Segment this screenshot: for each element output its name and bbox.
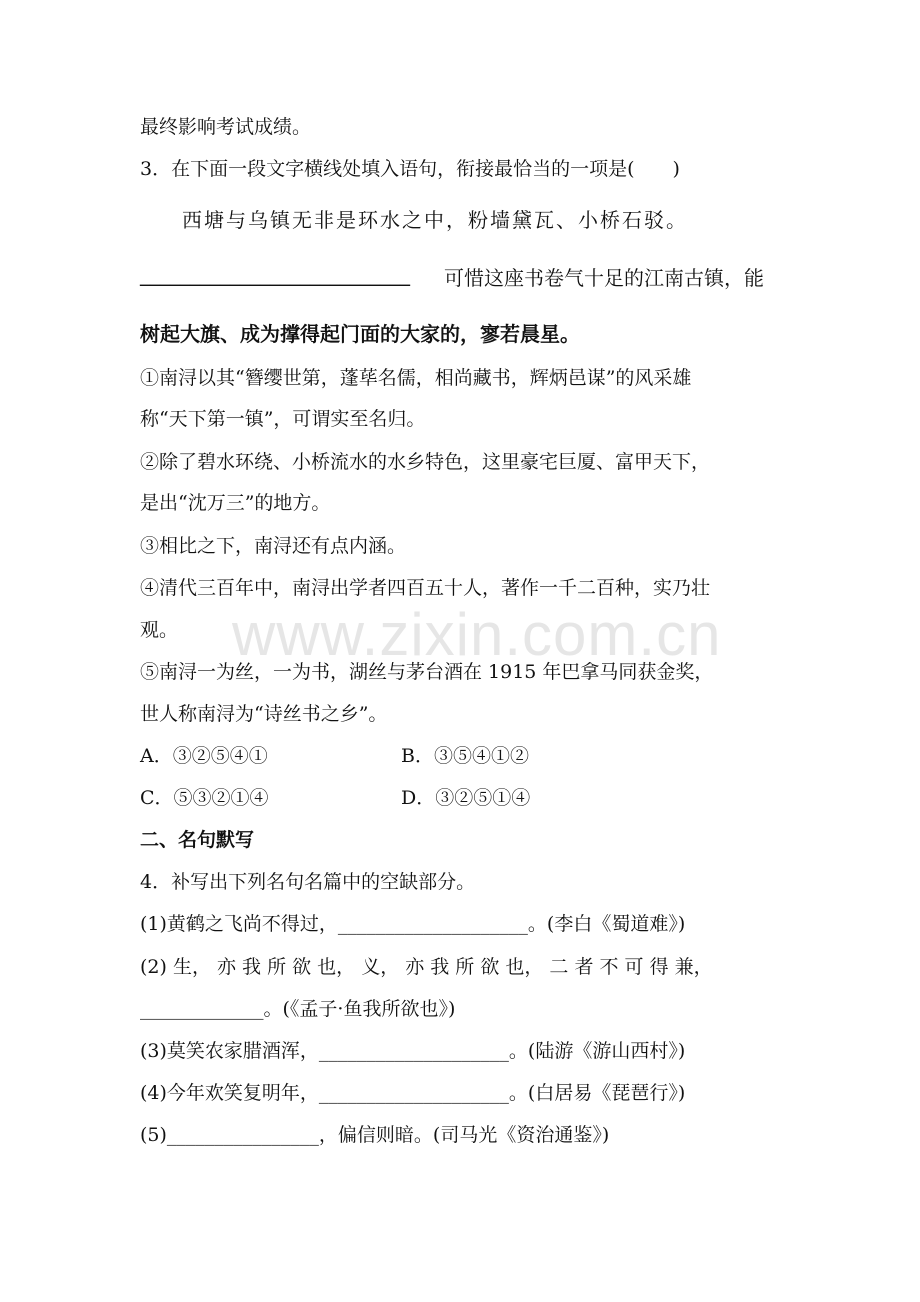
option-5-line-2: 世人称南浔为“诗丝书之乡”。 — [140, 703, 388, 725]
option-1-line-2: 称“天下第一镇”，可谓实至名归。 — [140, 408, 426, 430]
option-4-line-1: ④清代三百年中，南浔出学者四百五十人，著作一千二百种，实乃壮 — [140, 577, 711, 599]
passage-line-1: 西塘与乌镇无非是环水之中，粉墙黛瓦、小桥石驳。 — [182, 208, 688, 232]
option-4-line-2: 观。 — [140, 619, 179, 641]
question-3: 3．在下面一段文字横线处填入语句，衔接最恰当的一项是( ) — [140, 158, 680, 180]
passage-line-3: 树起大旗、成为撑得起门面的大家的，寥若晨星。 — [140, 322, 580, 346]
answer-c: C．⑤③②①④ — [140, 787, 269, 809]
watermark: www.zixin.com.cn — [232, 601, 722, 668]
option-5-line-1: ⑤南浔一为丝，一为书，湖丝与茅台酒在 1915 年巴拿马同获金奖， — [140, 661, 714, 683]
question-4: 4．补写出下列名句名篇中的空缺部分。 — [140, 871, 476, 893]
section-heading: 二、名句默写 — [140, 829, 255, 851]
option-1-line-1: ①南浔以其“簪缨世第，蓬荜名儒，相尚藏书，辉炳邑谋”的风采雄 — [140, 367, 692, 389]
answer-a: A．③②⑤④① — [140, 745, 268, 767]
item-3: (3)莫笑农家腊酒浑，____________________。(陆游《游山西村》) — [140, 1040, 686, 1062]
option-3: ③相比之下，南浔还有点内涵。 — [140, 535, 407, 557]
answer-b: B．③⑤④①② — [401, 745, 529, 767]
option-2-line-2: 是出“沈万三”的地方。 — [140, 492, 331, 514]
item-4: (4)今年欢笑复明年，____________________。(白居易《琵琶行》) — [140, 1082, 686, 1104]
item-5: (5)________________，偏信则暗。(司马光《资治通鉴》) — [140, 1124, 610, 1146]
passage-blank: ___________________________ — [140, 262, 410, 286]
continued-text: 最终影响考试成绩。 — [140, 116, 312, 138]
item-2-line-1: (2) 生， 亦 我 所 欲 也， 义， 亦 我 所 欲 也， 二 者 不 可 得 兼， — [140, 956, 713, 978]
item-1: (1)黄鹤之飞尚不得过，____________________。(李白《蜀道难》) — [140, 913, 686, 935]
answer-d: D．③②⑤①④ — [401, 787, 531, 809]
item-2-line-2: _____________。(《孟子·鱼我所欲也》) — [140, 998, 456, 1020]
passage-line-2: 可惜这座书卷气十足的江南古镇，能 — [444, 266, 764, 290]
option-2-line-1: ②除了碧水环绕、小桥流水的水乡特色，这里豪宅巨厦、富甲天下， — [140, 451, 711, 473]
